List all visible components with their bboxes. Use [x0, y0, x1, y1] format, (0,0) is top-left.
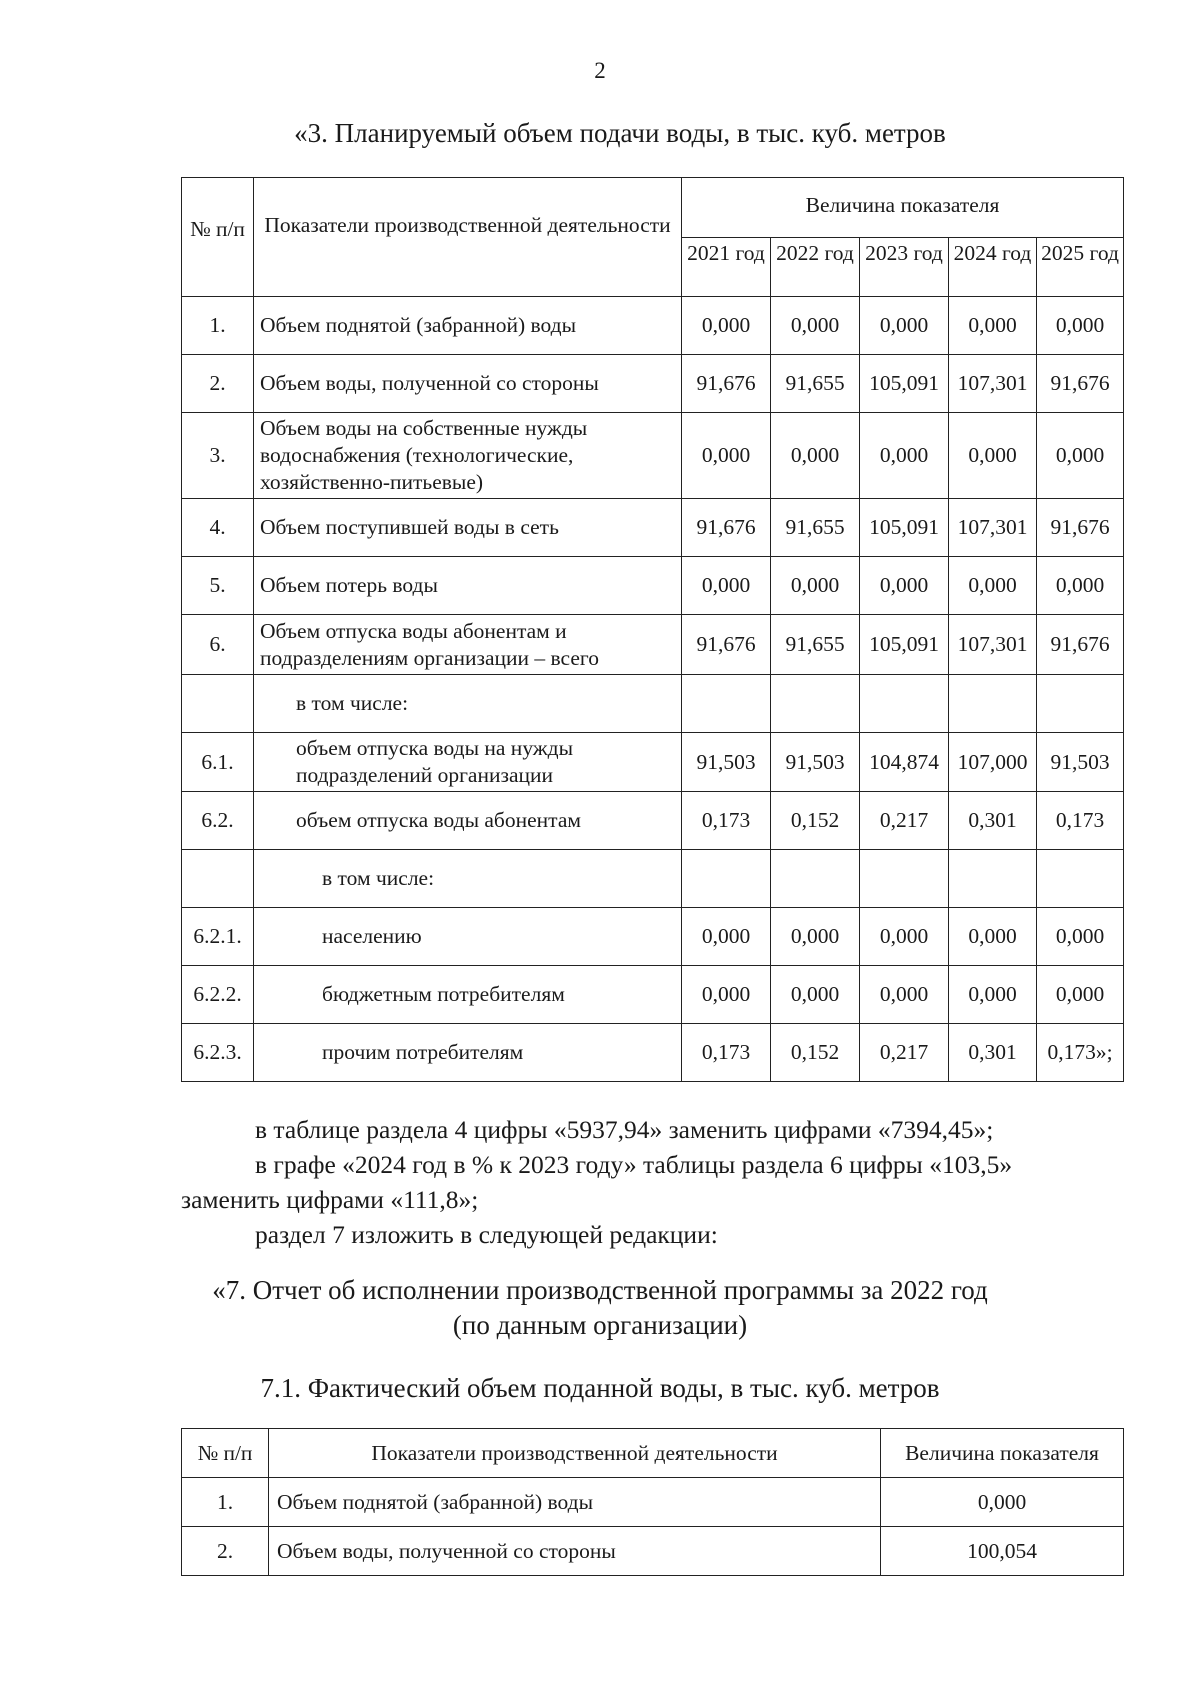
- row-number: 6.2.: [182, 792, 254, 850]
- row-value: 0,000: [860, 557, 949, 615]
- row-number: 1.: [182, 297, 254, 355]
- row-number: 6.2.1.: [182, 908, 254, 966]
- table-row: [182, 615, 1124, 675]
- row-value: 107,301: [949, 355, 1037, 413]
- row-label: объем отпуска воды абонентам: [254, 792, 682, 850]
- row-value: 0,000: [949, 908, 1037, 966]
- table-row: [182, 297, 1124, 355]
- row-value: 91,676: [1037, 499, 1124, 557]
- row-value: 0,000: [881, 1478, 1124, 1527]
- row-value: 105,091: [860, 355, 949, 413]
- amendment-line: раздел 7 изложить в следующей редакции:: [255, 1220, 718, 1249]
- row-value: [1037, 850, 1124, 908]
- row-number: 2.: [182, 1527, 269, 1576]
- row-number: 2.: [182, 355, 254, 413]
- row-value: 0,217: [860, 792, 949, 850]
- row-label: населению: [254, 908, 682, 966]
- row-value: 0,000: [682, 908, 771, 966]
- row-label: Объем потерь воды: [254, 557, 682, 615]
- row-value: 0,000: [682, 413, 771, 499]
- table-row: [182, 413, 1124, 499]
- row-value: 91,676: [1037, 615, 1124, 675]
- column-header-value-group: Величина показателя: [682, 178, 1124, 238]
- year-header: 2024 год: [949, 238, 1037, 297]
- row-value: 0,173: [682, 792, 771, 850]
- row-value: 107,301: [949, 499, 1037, 557]
- row-value: 0,173: [1037, 792, 1124, 850]
- row-value: 100,054: [881, 1527, 1124, 1576]
- row-label: прочим потребителям: [254, 1024, 682, 1082]
- table-row: [182, 675, 1124, 733]
- row-value: 91,655: [771, 499, 860, 557]
- table-row: [182, 733, 1124, 792]
- row-value: [1037, 675, 1124, 733]
- row-value: 0,000: [949, 557, 1037, 615]
- table-row: [182, 355, 1124, 413]
- row-value: 0,000: [771, 297, 860, 355]
- section-7-title: «7. Отчет об исполнении производственной программы за 2022 год: [212, 1275, 988, 1305]
- row-value: 91,676: [1037, 355, 1124, 413]
- row-value: 0,000: [860, 297, 949, 355]
- table-row: [182, 1024, 1124, 1082]
- row-value: 0,000: [682, 966, 771, 1024]
- column-header-number: № п/п: [182, 1429, 269, 1478]
- table-row: [182, 1478, 1124, 1527]
- row-value: 104,874: [860, 733, 949, 792]
- row-number: [182, 850, 254, 908]
- row-value: [682, 675, 771, 733]
- row-value: 91,676: [682, 615, 771, 675]
- row-label: Объем воды на собственные нужды водоснабжения (технологические, хозяйственно-питьевые): [254, 413, 682, 499]
- row-number: 6.: [182, 615, 254, 675]
- row-label: Объем поднятой (забранной) воды: [254, 297, 682, 355]
- table-row: [182, 499, 1124, 557]
- section-3-title: «3. Планируемый объем подачи воды, в тыс. куб. метров: [294, 118, 946, 148]
- row-value: 0,152: [771, 792, 860, 850]
- row-value: [771, 850, 860, 908]
- column-header-indicator: Показатели производственной деятельности: [254, 178, 682, 297]
- row-value: [949, 850, 1037, 908]
- row-value: 91,676: [682, 499, 771, 557]
- row-value: 91,503: [771, 733, 860, 792]
- row-label: Объем отпуска воды абонентам и подразделениям организации – всего: [254, 615, 682, 675]
- row-label: бюджетным потребителям: [254, 966, 682, 1024]
- row-value: 91,676: [682, 355, 771, 413]
- row-value: 0,000: [1037, 908, 1124, 966]
- row-number: 6.2.2.: [182, 966, 254, 1024]
- row-value: 91,655: [771, 615, 860, 675]
- table-row: [182, 792, 1124, 850]
- page-number: 2: [594, 58, 606, 83]
- row-value: 0,301: [949, 792, 1037, 850]
- section-7-subtitle: (по данным организации): [452, 1310, 748, 1340]
- column-header-value: Величина показателя: [881, 1429, 1124, 1478]
- column-header-indicator: Показатели производственной деятельности: [269, 1429, 881, 1478]
- row-label: Объем воды, полученной со стороны: [254, 355, 682, 413]
- row-value: 0,000: [771, 908, 860, 966]
- row-value: 0,000: [1037, 966, 1124, 1024]
- row-value: 0,000: [771, 966, 860, 1024]
- row-value: 0,301: [949, 1024, 1037, 1082]
- actual-water-supply-table: [181, 1428, 1124, 1576]
- row-value: 0,000: [682, 297, 771, 355]
- row-label: в том числе:: [254, 850, 682, 908]
- row-number: 6.1.: [182, 733, 254, 792]
- row-value: 0,000: [1037, 297, 1124, 355]
- row-value: [771, 675, 860, 733]
- row-label: в том числе:: [254, 675, 682, 733]
- row-value: 0,000: [949, 413, 1037, 499]
- row-number: 6.2.3.: [182, 1024, 254, 1082]
- year-header: 2022 год: [771, 238, 860, 297]
- row-value: 0,000: [949, 297, 1037, 355]
- table-row: [182, 1527, 1124, 1576]
- row-value: 0,173»;: [1037, 1024, 1124, 1082]
- row-value: 105,091: [860, 615, 949, 675]
- row-label: Объем поступившей воды в сеть: [254, 499, 682, 557]
- table-row: [182, 557, 1124, 615]
- row-value: 91,503: [682, 733, 771, 792]
- row-value: 0,000: [682, 557, 771, 615]
- row-value: 107,000: [949, 733, 1037, 792]
- table-row: [182, 850, 1124, 908]
- row-value: 0,000: [860, 413, 949, 499]
- table-row: [182, 908, 1124, 966]
- row-number: 1.: [182, 1478, 269, 1527]
- row-value: 0,000: [949, 966, 1037, 1024]
- row-value: 0,000: [860, 908, 949, 966]
- row-value: 0,000: [771, 413, 860, 499]
- row-value: [860, 850, 949, 908]
- row-number: 4.: [182, 499, 254, 557]
- table-row: [182, 966, 1124, 1024]
- row-value: 0,173: [682, 1024, 771, 1082]
- row-value: [949, 675, 1037, 733]
- row-value: 91,503: [1037, 733, 1124, 792]
- year-header: 2025 год: [1037, 238, 1124, 297]
- amendment-line: заменить цифрами «111,8»;: [181, 1185, 479, 1214]
- section-7-1-title: 7.1. Фактический объем поданной воды, в тыс. куб. метров: [260, 1373, 940, 1403]
- row-value: 0,000: [1037, 557, 1124, 615]
- row-label: Объем воды, полученной со стороны: [269, 1527, 881, 1576]
- row-value: 0,000: [1037, 413, 1124, 499]
- amendment-line: в таблице раздела 4 цифры «5937,94» заменить цифрами «7394,45»;: [255, 1115, 994, 1144]
- planned-water-supply-table: [181, 177, 1124, 1082]
- row-number: 5.: [182, 557, 254, 615]
- row-number: [182, 675, 254, 733]
- year-header: 2021 год: [682, 238, 771, 297]
- row-value: 0,152: [771, 1024, 860, 1082]
- row-value: [860, 675, 949, 733]
- row-number: 3.: [182, 413, 254, 499]
- year-header: 2023 год: [860, 238, 949, 297]
- column-header-number: № п/п: [182, 178, 254, 297]
- row-value: 91,655: [771, 355, 860, 413]
- row-value: 0,000: [860, 966, 949, 1024]
- row-value: [682, 850, 771, 908]
- amendment-line: в графе «2024 год в % к 2023 году» таблицы раздела 6 цифры «103,5»: [255, 1150, 1013, 1179]
- row-value: 107,301: [949, 615, 1037, 675]
- row-label: объем отпуска воды на нужды подразделений организации: [254, 733, 682, 792]
- row-label: Объем поднятой (забранной) воды: [269, 1478, 881, 1527]
- row-value: 0,000: [771, 557, 860, 615]
- row-value: 0,217: [860, 1024, 949, 1082]
- row-value: 105,091: [860, 499, 949, 557]
